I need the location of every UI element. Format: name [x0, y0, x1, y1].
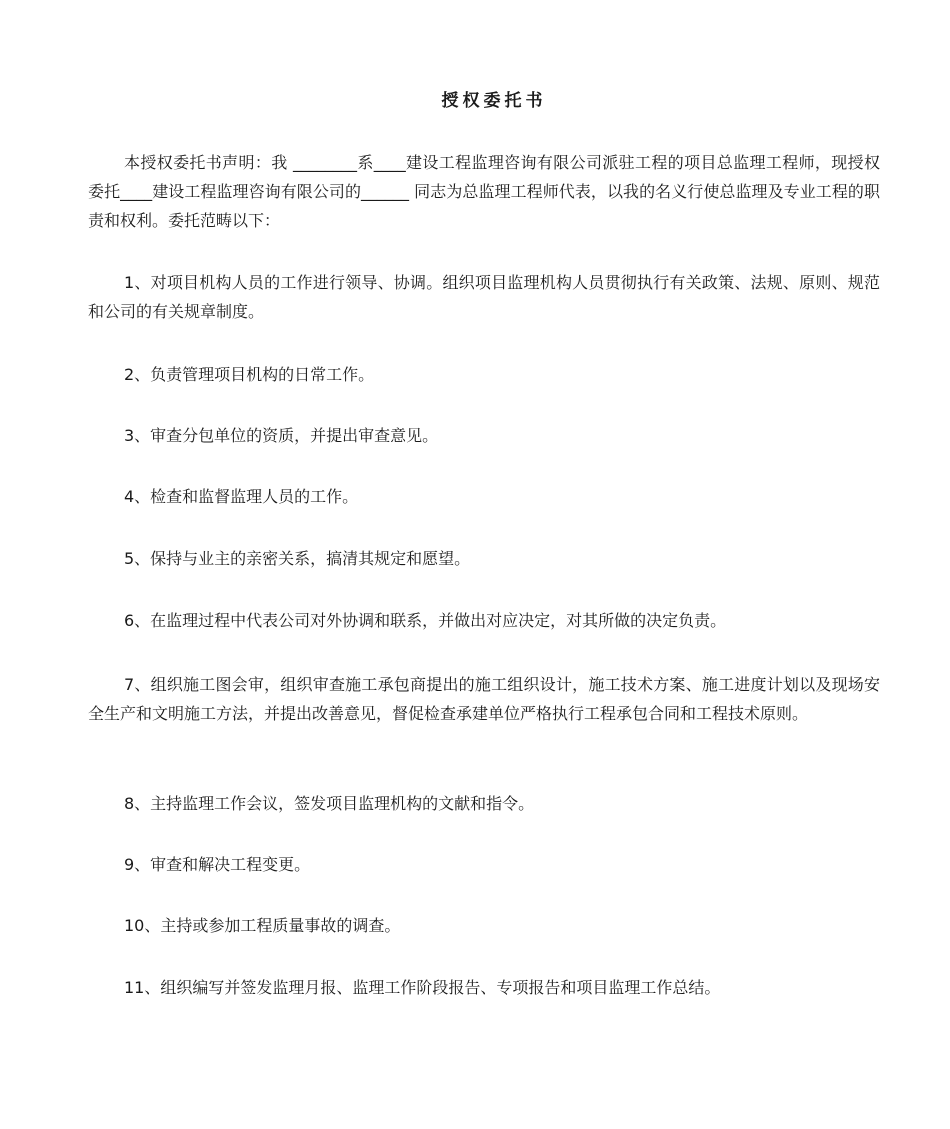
list-item: 10、主持或参加工程质量事故的调查。: [124, 916, 401, 935]
list-item: 1、对项目机构人员的工作进行领导、协调。组织项目监理机构人员贯彻执行有关政策、法规、原则、规范和公司的有关规章制度。: [88, 273, 880, 321]
list-item: 11、组织编写并签发监理月报、监理工作阶段报告、专项报告和项目监理工作总结。: [124, 978, 721, 997]
list-item: 6、在监理过程中代表公司对外协调和联系，并做出对应决定，对其所做的决定负责。: [124, 611, 727, 630]
document-title: 授权委托书: [441, 91, 547, 111]
list-item: 5、保持与业主的亲密关系，搞清其规定和愿望。: [124, 549, 471, 568]
list-item: 2、负责管理项目机构的日常工作。: [124, 365, 375, 384]
intro-paragraph: 本授权委托书声明：我 ________系____建设工程监理咨询有限公司派驻工程的项目总监理工程师，现授权委托____建设工程监理咨询有限公司的______ 同志为总监理工程师代表，以我的名义行使总监理及专业工程的职责和权利。委托范畴以下：: [88, 153, 880, 230]
list-item: 3、审查分包单位的资质，并提出审查意见。: [124, 426, 439, 445]
list-item: 4、检查和监督监理人员的工作。: [124, 487, 359, 506]
list-item: 9、审查和解决工程变更。: [124, 855, 311, 874]
list-item: 7、组织施工图会审，组织审查施工承包商提出的施工组织设计，施工技术方案、施工进度计划以及现场安全生产和文明施工方法，并提出改善意见，督促检查承建单位严格执行工程承包合同和工程技术原则。: [88, 675, 880, 723]
list-item: 8、主持监理工作会议，签发项目监理机构的文献和指令。: [124, 794, 535, 813]
